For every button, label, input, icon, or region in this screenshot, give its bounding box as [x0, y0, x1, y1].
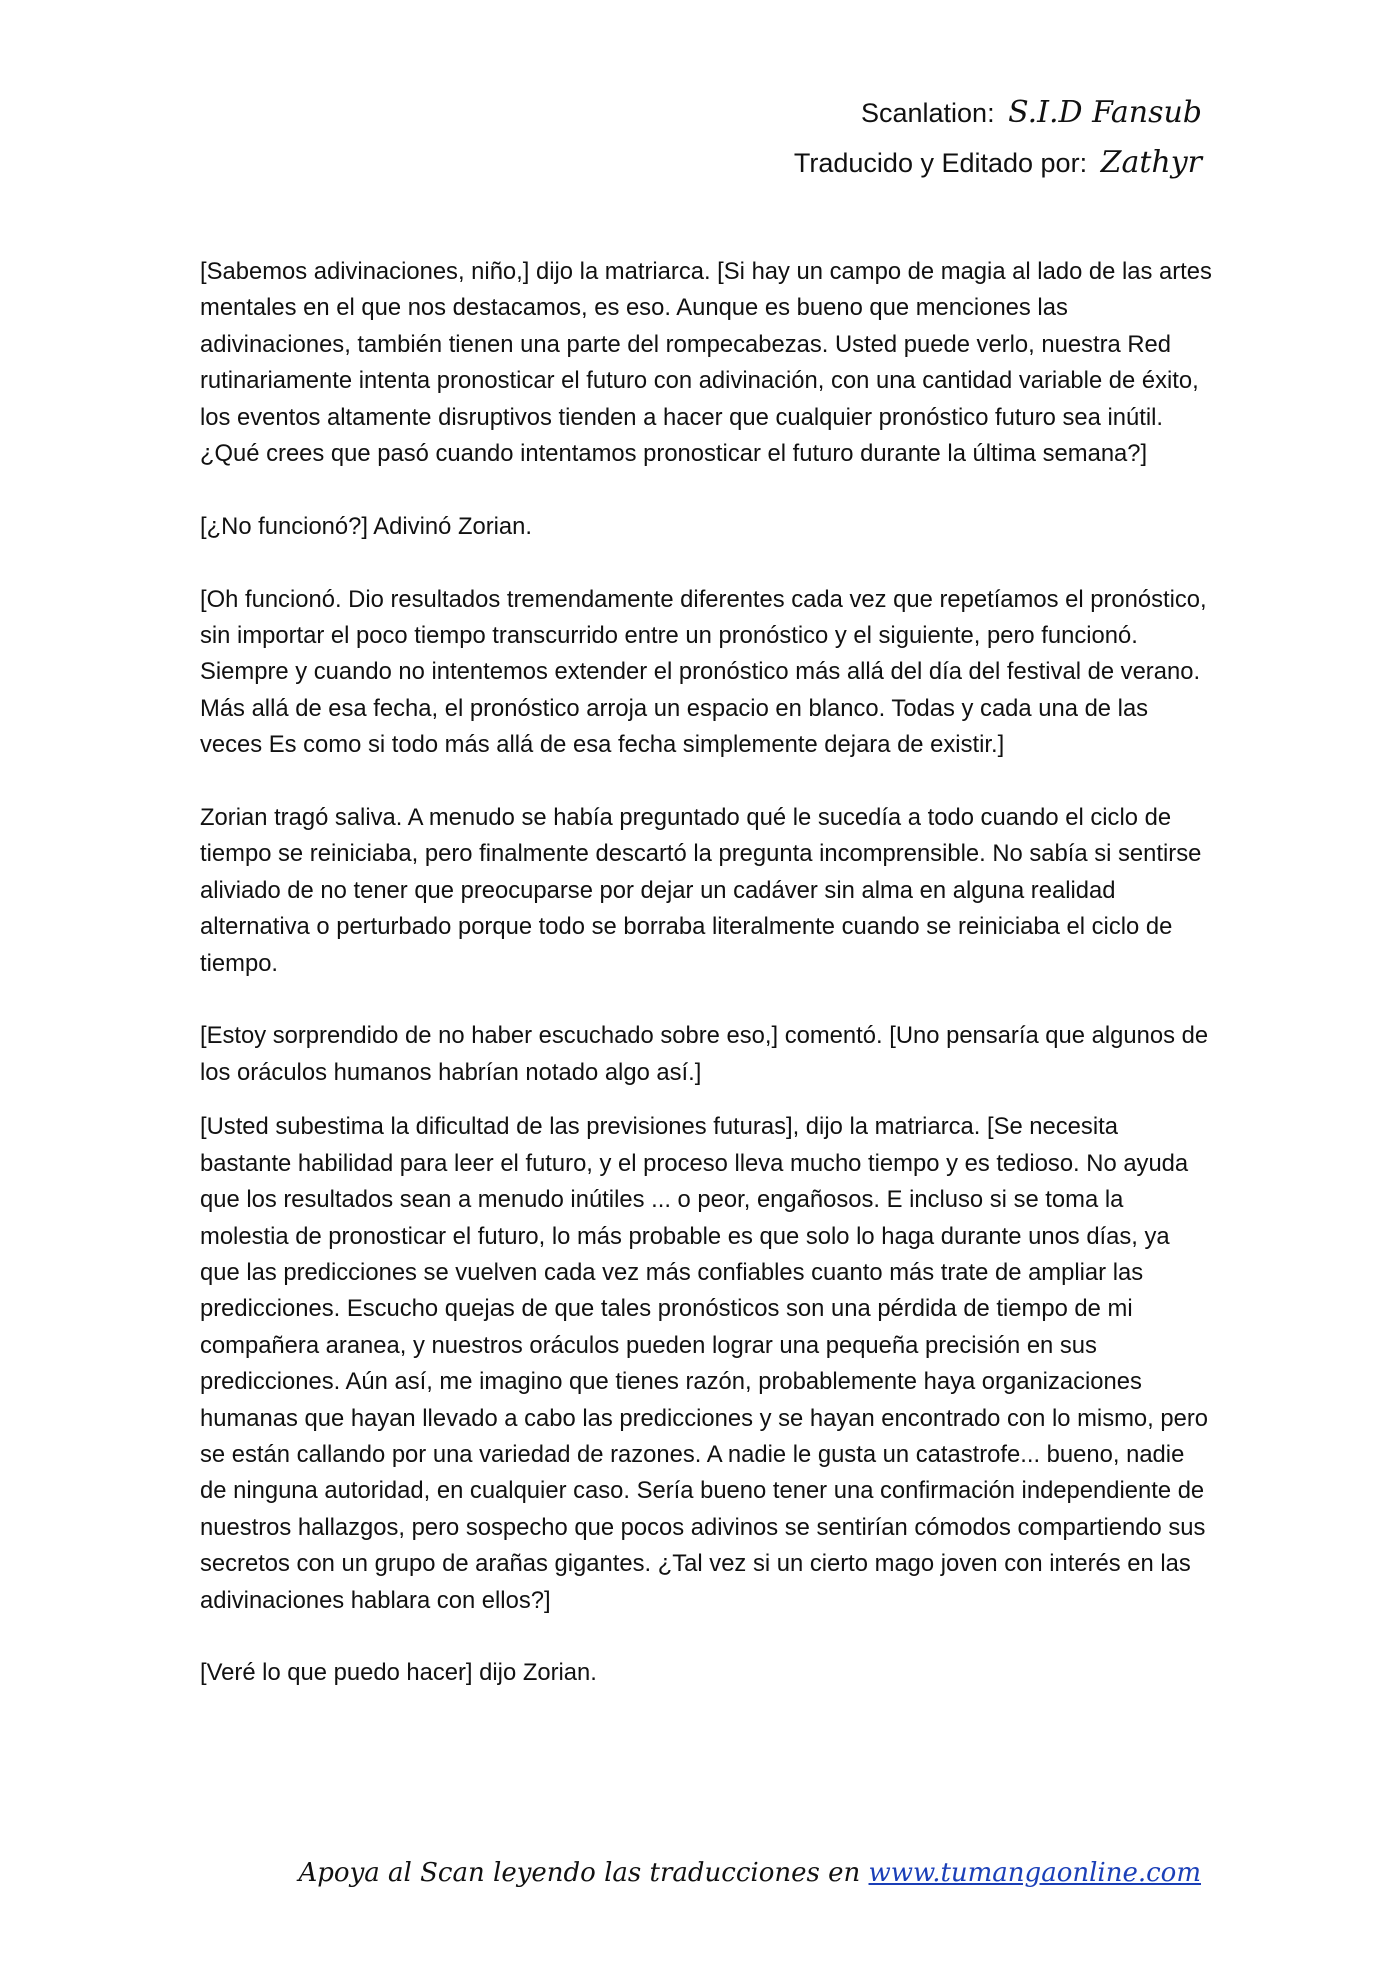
paragraph: [Estoy sorprendido de no haber escuchado sobre eso,] comentó. [Uno pensaría que algunos de los oráculos humanos habrían notado algo así.] — [200, 1022, 1209, 1086]
scanlation-group: S.I.D Fansub — [1008, 95, 1202, 130]
translator-label: Traducido y Editado por: — [793, 148, 1088, 178]
footer-link[interactable]: www.tumangaonline.com — [868, 1858, 1201, 1888]
paragraph: [Veré lo que puedo hacer] dijo Zorian. — [200, 1659, 597, 1687]
paragraph: [Sabemos adivinaciones, niño,] dijo la matriarca. [Si hay un campo de magia al lado de las artes mentales en el que nos destacamos, es eso. Aunque es bueno que menciones las adivinaciones, también tienen una parte del rompecabezas. Usted puede verlo, nuestra Red rutinariamente intenta pronosticar el futuro con adivinación, con una cantidad variable de éxito, los eventos altamente disruptivos tienden a hacer que cualquier pronóstico futuro sea inútil. ¿Qué crees que pasó cuando intentamos pronosticar el futuro durante la última semana?] — [200, 258, 1212, 468]
translator-name: Zathyr — [1100, 145, 1202, 180]
translator-credit — [794, 138, 1202, 188]
paragraph: Zorian tragó saliva. A menudo se había preguntado qué le sucedía a todo cuando el ciclo de tiempo se reiniciaba, pero finalmente descartó la pregunta incomprensible. No sabía si sentirse aliviado de no tener que preocuparse por dejar un cadáver sin alma en alguna realidad alternativa o perturbado porque todo se borraba literalmente cuando se reiniciaba el ciclo de tiempo. — [200, 804, 1202, 977]
scanlation-label: Scanlation: — [860, 98, 995, 128]
footer-text: Apoya al Scan leyendo las traducciones en — [298, 1858, 861, 1888]
paragraph: [Oh funcionó. Dio resultados tremendamente diferentes cada vez que repetíamos el pronóstico, sin importar el poco tiempo transcurrido entre un pronóstico y el siguiente, pero funcionó. Siempre y cuando no intentemos extender el pronóstico más allá del día del festival de verano. Más allá de esa fecha, el pronóstico arroja un espacio en blanco. Todas y cada una de las veces Es como si todo más allá de esa fecha simplemente dejara de existir.] — [200, 585, 1207, 759]
paragraph: [¿No funcionó?] Adivinó Zorian. — [200, 512, 533, 540]
body-text — [200, 254, 1215, 1728]
paragraph: [Usted subestima la dificultad de las previsiones futuras], dijo la matriarca. [Se necesita bastante habilidad para leer el futuro, y el proceso lleva mucho tiempo y es tedioso. No ayuda que los resultados sean a menudo inútiles ... o peor, engañosos. E incluso si se toma la molestia de pronosticar el futuro, lo más probable es que solo lo haga durante unos días, ya que las predicciones se vuelven cada vez más confiables cuanto más trate de ampliar las predicciones. Escucho quejas de que tales pronósticos son una pérdida de tiempo de mi compañera aranea, y nuestros oráculos pueden lograr una pequeña precisión en sus predicciones. Aún así, me imagino que tienes razón, probablemente haya organizaciones humanas que hayan llevado a cabo las predicciones y se hayan encontrado con lo mismo, pero se están callando por una variedad de razones. A nadie le gusta un catastrofe... bueno, nadie de ninguna autoridad, en cualquier caso. Sería bueno tener una confirmación independiente de nuestros hallazgos, pero sospecho que pocos adivinos se sentirían cómodos compartiendo sus secretos con un grupo de arañas gigantes. ¿Tal vez si un cierto mago joven con interés en las adivinaciones hablara con ellos?] — [200, 1113, 1209, 1614]
footer-note — [299, 1858, 1201, 1888]
credits-block — [794, 88, 1202, 188]
scanlation-credit — [794, 88, 1202, 138]
